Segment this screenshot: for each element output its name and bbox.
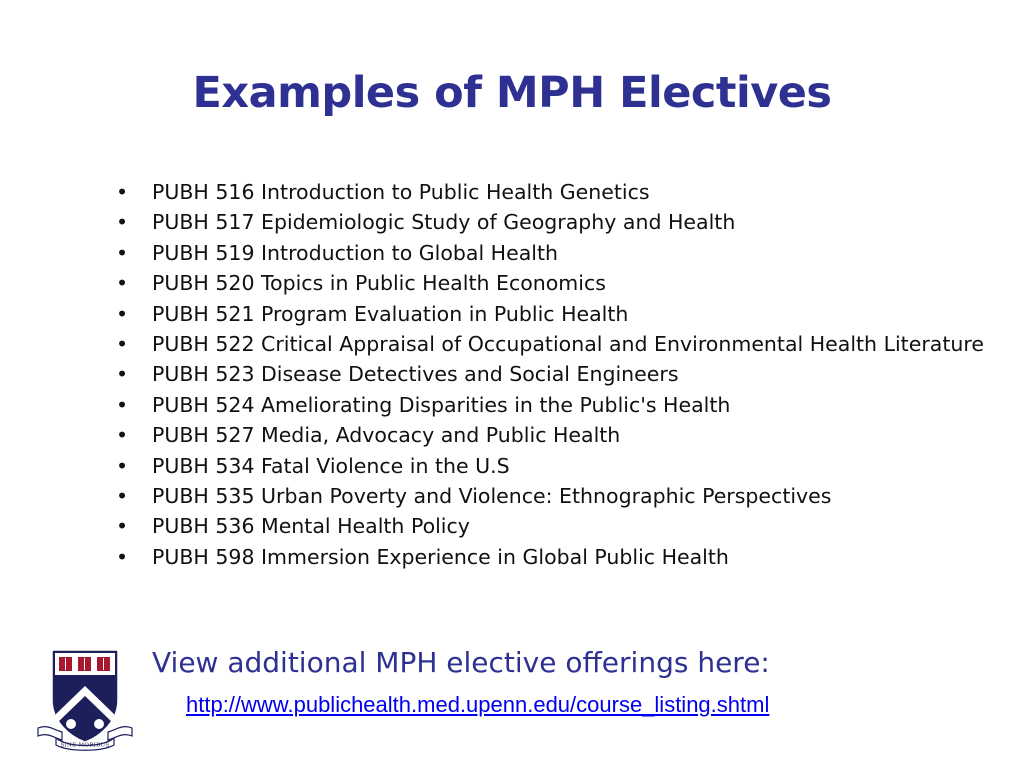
elective-item: • PUBH 517 Epidemiologic Study of Geography and Health xyxy=(112,210,992,234)
university-shield-icon xyxy=(34,648,136,752)
course-listing-link[interactable]: http://www.publichealth.med.upenn.edu/course_listing.shtml xyxy=(186,692,770,717)
elective-item: • PUBH 516 Introduction to Public Health Genetics xyxy=(112,180,992,204)
elective-item: • PUBH 527 Media, Advocacy and Public Health xyxy=(112,423,992,447)
elective-item: • PUBH 523 Disease Detectives and Social Engineers xyxy=(112,362,992,386)
elective-item: • PUBH 520 Topics in Public Health Economics xyxy=(112,271,992,295)
elective-item: • PUBH 521 Program Evaluation in Public Health xyxy=(112,302,992,326)
elective-item: • PUBH 598 Immersion Experience in Global Public Health xyxy=(112,545,992,569)
elective-item: • PUBH 534 Fatal Violence in the U.S xyxy=(112,454,992,478)
elective-item: • PUBH 524 Ameliorating Disparities in the Public's Health xyxy=(112,393,992,417)
elective-item: • PUBH 519 Introduction to Global Health xyxy=(112,241,992,265)
more-electives-text: View additional MPH elective offerings here: xyxy=(152,646,770,679)
elective-item: • PUBH 536 Mental Health Policy xyxy=(112,514,992,538)
logo-motto: SINE MORIBUS xyxy=(60,742,110,749)
slide-title: Examples of MPH Electives xyxy=(192,68,832,118)
elective-item: • PUBH 522 Critical Appraisal of Occupational and Environmental Health Literature xyxy=(112,332,992,356)
elective-list xyxy=(112,180,992,575)
elective-item: • PUBH 535 Urban Poverty and Violence: Ethnographic Perspectives xyxy=(112,484,992,508)
